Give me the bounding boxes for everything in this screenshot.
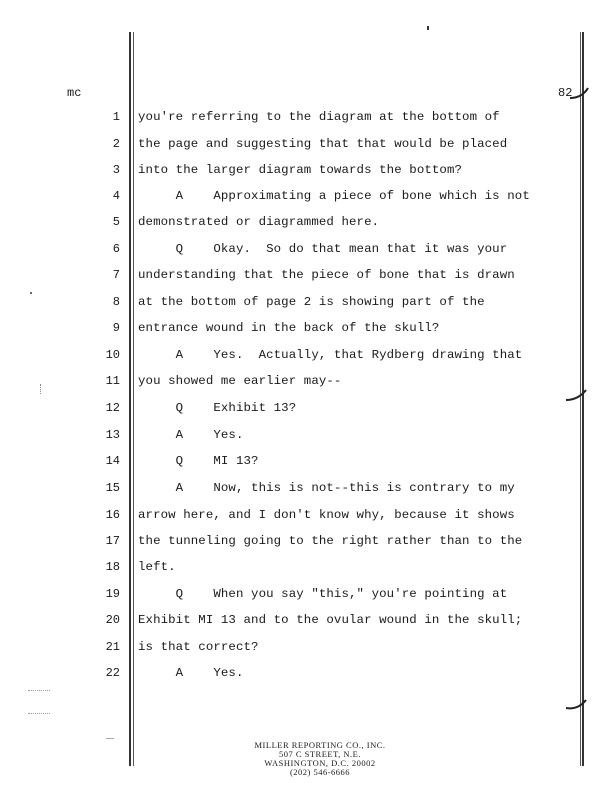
scan-speck-icon: [30, 292, 32, 294]
line-text: you showed me earlier may--: [138, 374, 342, 388]
line-text: is that correct?: [138, 640, 259, 654]
line-number: 7: [112, 268, 120, 282]
line-text: the page and suggesting that that would be placed: [138, 137, 508, 151]
line-text: you're referring to the diagram at the bottom of: [138, 110, 500, 124]
footer-street: 507 C STREET, N.E.: [278, 749, 362, 759]
line-number: 6: [112, 242, 120, 256]
line-text: the tunneling going to the right rather than to the: [138, 534, 523, 548]
line-number: 21: [105, 640, 120, 654]
line-number: 2: [112, 137, 120, 151]
line-text: Q Okay. So do that mean that it was your: [138, 242, 508, 256]
footer-city: WASHINGTON, D.C. 20002: [264, 758, 376, 768]
scan-speck-icon: [106, 738, 114, 739]
line-number: 13: [105, 428, 120, 442]
line-number: 22: [105, 666, 120, 680]
line-text: A Yes.: [138, 666, 244, 680]
line-number: 8: [112, 295, 120, 309]
line-text: entrance wound in the back of the skull?: [138, 321, 440, 335]
binder-mark-bottom-icon: [566, 698, 596, 720]
line-text: A Now, this is not--this is contrary to my: [138, 481, 515, 495]
line-text: Q MI 13?: [138, 454, 259, 468]
line-number: 16: [105, 508, 120, 522]
line-number: 17: [105, 534, 120, 548]
reporting-company-footer: [200, 741, 440, 777]
line-text: A Yes. Actually, that Rydberg drawing that: [138, 348, 523, 362]
line-number: 4: [112, 189, 120, 203]
line-number: 18: [105, 560, 120, 574]
scan-speck-icon: [427, 26, 429, 30]
line-text: arrow here, and I don't know why, because it shows: [138, 508, 515, 522]
binder-mark-middle-icon: [566, 386, 596, 408]
line-number: 15: [105, 481, 120, 495]
line-number: 10: [105, 348, 120, 362]
line-text: understanding that the piece of bone that is drawn: [138, 268, 515, 282]
line-number: 3: [112, 163, 120, 177]
line-text: demonstrated or diagrammed here.: [138, 215, 380, 229]
line-number: 20: [105, 613, 120, 627]
left-margin-rule: [129, 32, 134, 766]
line-number: 9: [112, 321, 120, 335]
binder-mark-top-icon: [566, 84, 596, 104]
line-text: Q Exhibit 13?: [138, 401, 297, 415]
line-number: 14: [105, 454, 120, 468]
line-text: into the larger diagram towards the bottom?: [138, 163, 463, 177]
line-text: A Approximating a piece of bone which is not: [138, 189, 530, 203]
line-text: A Yes.: [138, 428, 244, 442]
footer-company-name: MILLER REPORTING CO., INC.: [254, 740, 386, 750]
line-number: 19: [105, 587, 120, 601]
page-number: 82: [558, 86, 573, 100]
line-number: 5: [112, 215, 120, 229]
line-text: left.: [138, 560, 176, 574]
scan-speck-icon: [40, 384, 47, 394]
line-number: 12: [105, 401, 120, 415]
line-number: 11: [105, 374, 120, 388]
footer-phone: (202) 546-6666: [289, 767, 351, 777]
scan-speck-icon: [28, 690, 50, 714]
line-number: 1: [112, 110, 120, 124]
line-text: at the bottom of page 2 is showing part of the: [138, 295, 485, 309]
reporter-initials: mc: [67, 86, 82, 100]
line-text: Q When you say "this," you're pointing at: [138, 587, 508, 601]
line-text: Exhibit MI 13 and to the ovular wound in the skull;: [138, 613, 523, 627]
